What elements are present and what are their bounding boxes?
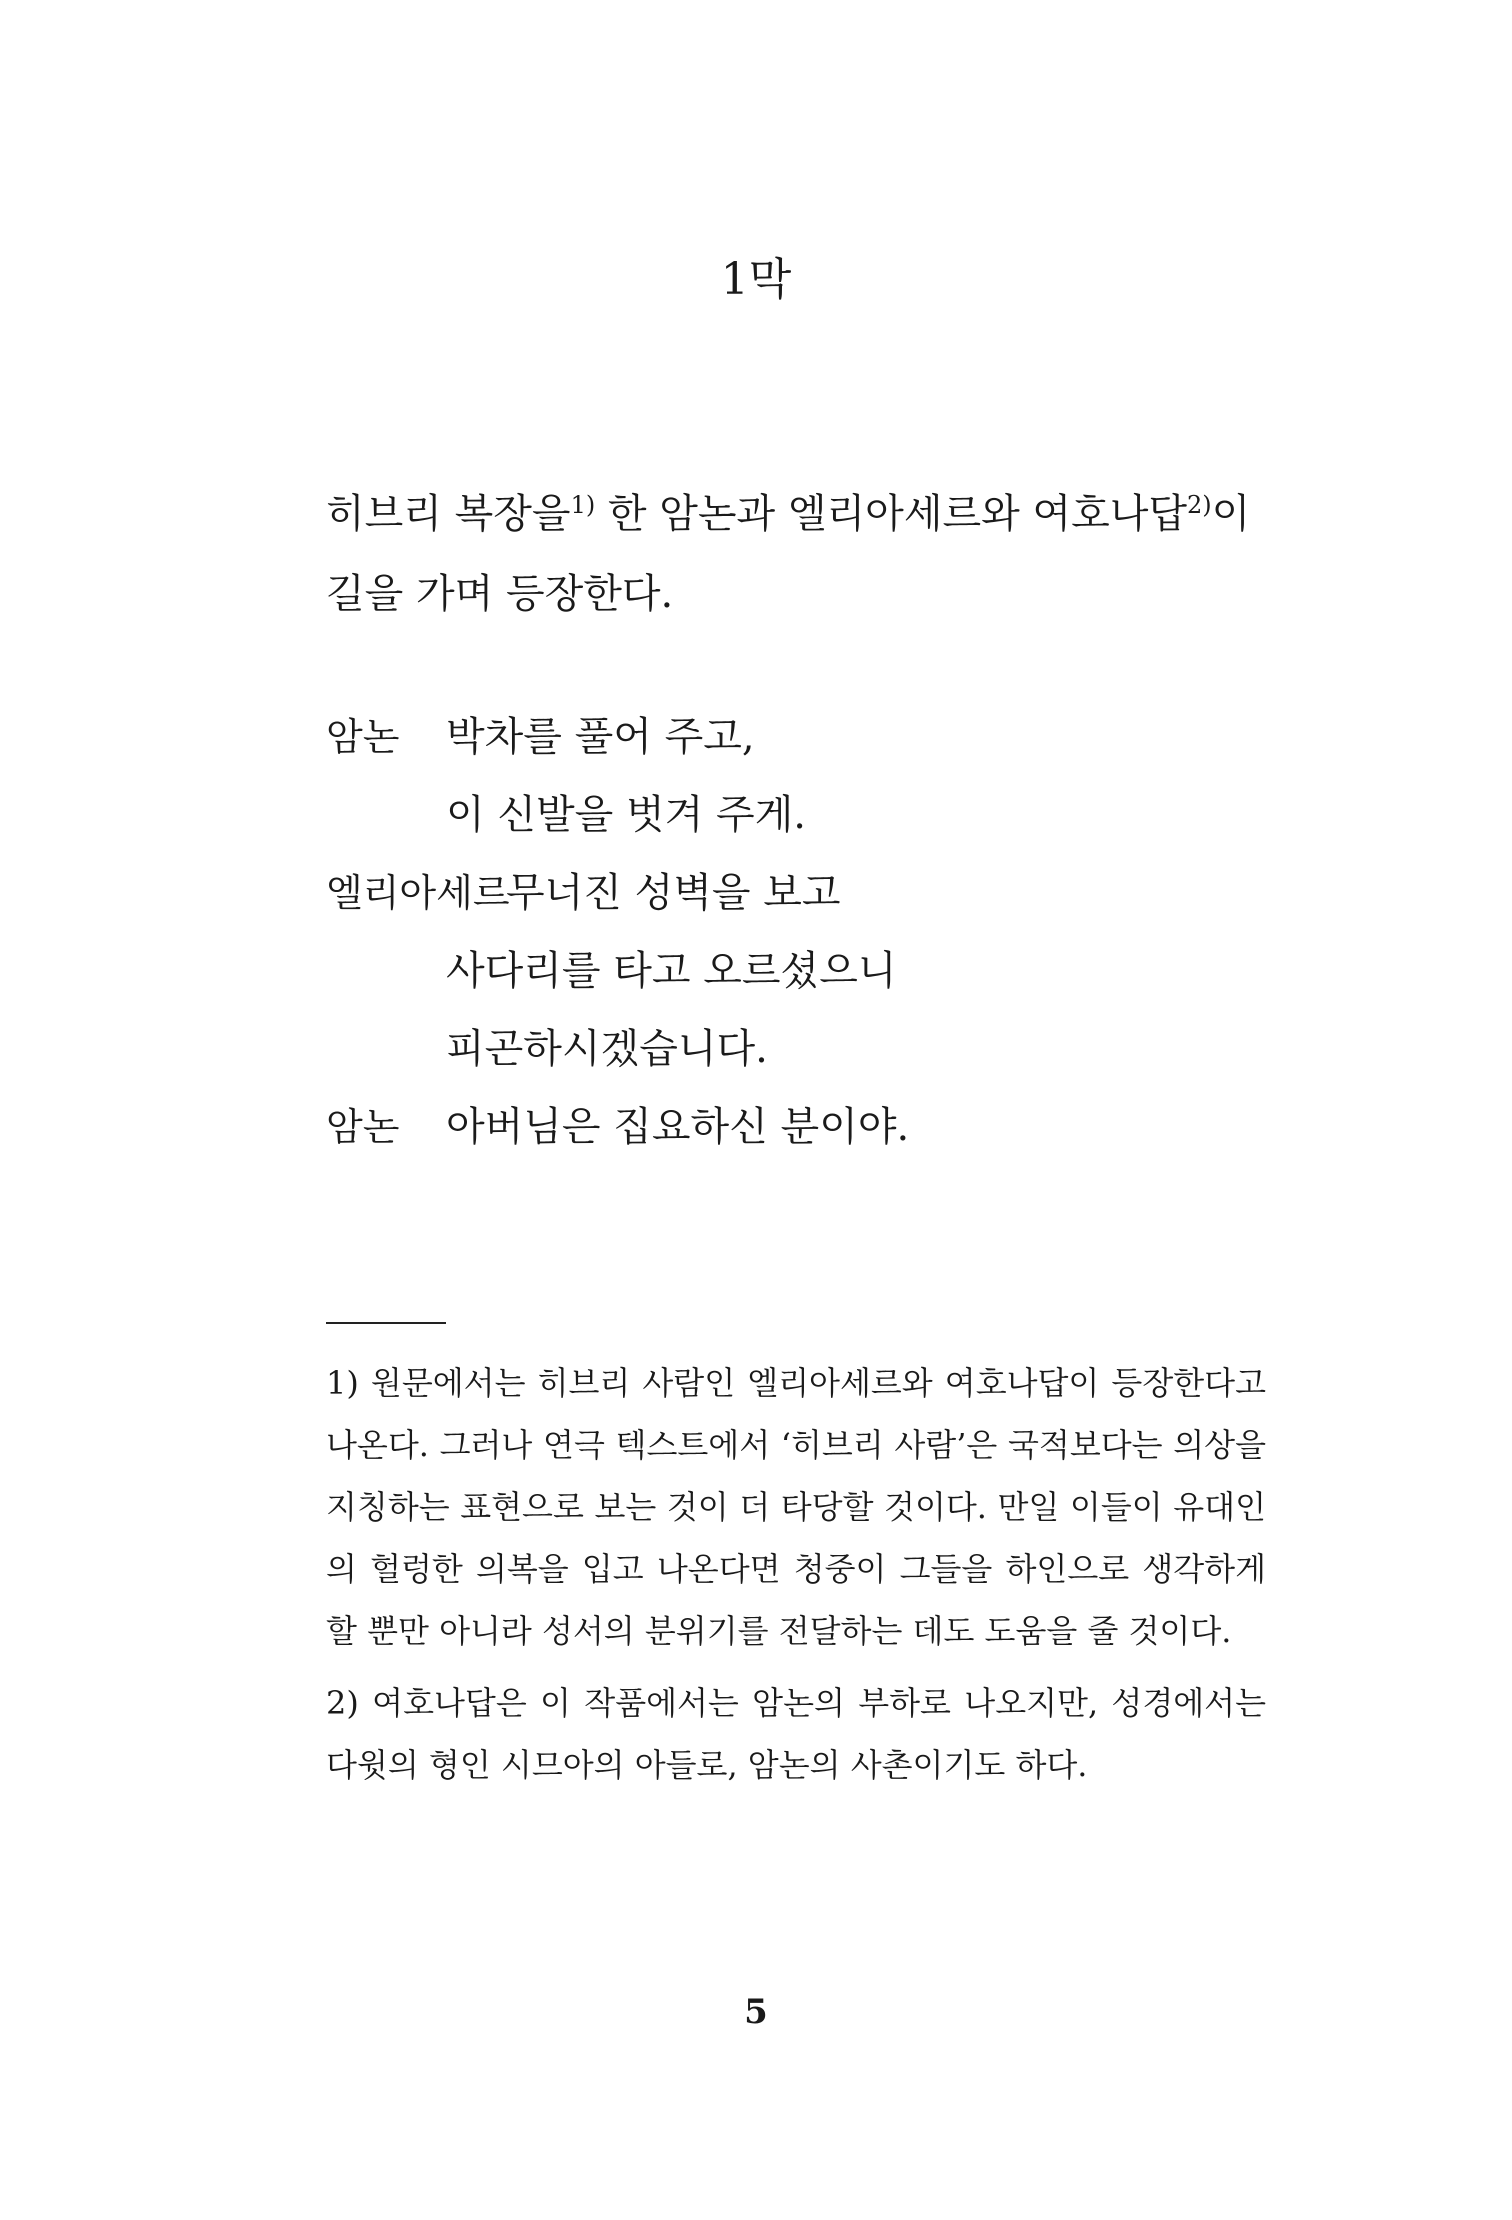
dialogue (326, 698, 1266, 1166)
page-number: 5 (744, 1992, 768, 2032)
footnote-ref-2[interactable]: 2) (1187, 491, 1212, 519)
footnote-ref-1[interactable]: 1) (570, 491, 596, 519)
stage-direction-text-2: 한 암논과 엘리아세르와 여호나답 (595, 491, 1188, 537)
act-title: 1막 (720, 254, 792, 305)
footnote-divider (326, 1322, 446, 1324)
dialogue-line: 피곤하시겠습니다. (446, 1026, 768, 1072)
dialogue-line: 박차를 풀어 주고, (446, 714, 755, 760)
stage-direction-text-3: 이 길을 가며 등장한다. (326, 491, 1251, 617)
speech-block (326, 698, 1266, 854)
footnote-2: 2) 여호나답은 이 작품에서는 암논의 부하로 나오지만, 성경에서는 다윗의 형인 시므아의 아들로, 암논의 사촌이기도 하다. (326, 1684, 1266, 1784)
speaker-name: 암논 (326, 715, 400, 759)
stage-direction (326, 474, 1266, 634)
footnote-1: 1) 원문에서는 히브리 사람인 엘리아세르와 여호나답이 등장한다고 나온다. 그러나 연극 텍스트에서 ‘히브리 사람’은 국적보다는 의상을 지칭하는 표현으로 보는 것이 더 타당할 것이다. 만일 이들이 유대인의 헐렁한 의복을 입고 나온다면 청중이 그들을 하인으로 생각하게 할 뿐만 아니라 성서의 분위기를 전달하는 데도 도움을 줄 것이다. (326, 1364, 1266, 1650)
dialogue-line: 아버님은 집요하신 분이야. (446, 1104, 910, 1150)
dialogue-line: 사다리를 타고 오르셨으니 (446, 948, 897, 994)
speech-block (326, 1088, 1266, 1166)
dialogue-line: 무너진 성벽을 보고 (506, 870, 841, 916)
speaker-name: 암논 (326, 1105, 400, 1149)
stage-direction-text-1: 히브리 복장을 (326, 491, 571, 537)
speech-block (326, 854, 1266, 1088)
dialogue-line: 이 신발을 벗겨 주게. (446, 792, 806, 838)
speaker-name: 엘리아세르 (326, 871, 510, 915)
footnotes (326, 1352, 1266, 1806)
